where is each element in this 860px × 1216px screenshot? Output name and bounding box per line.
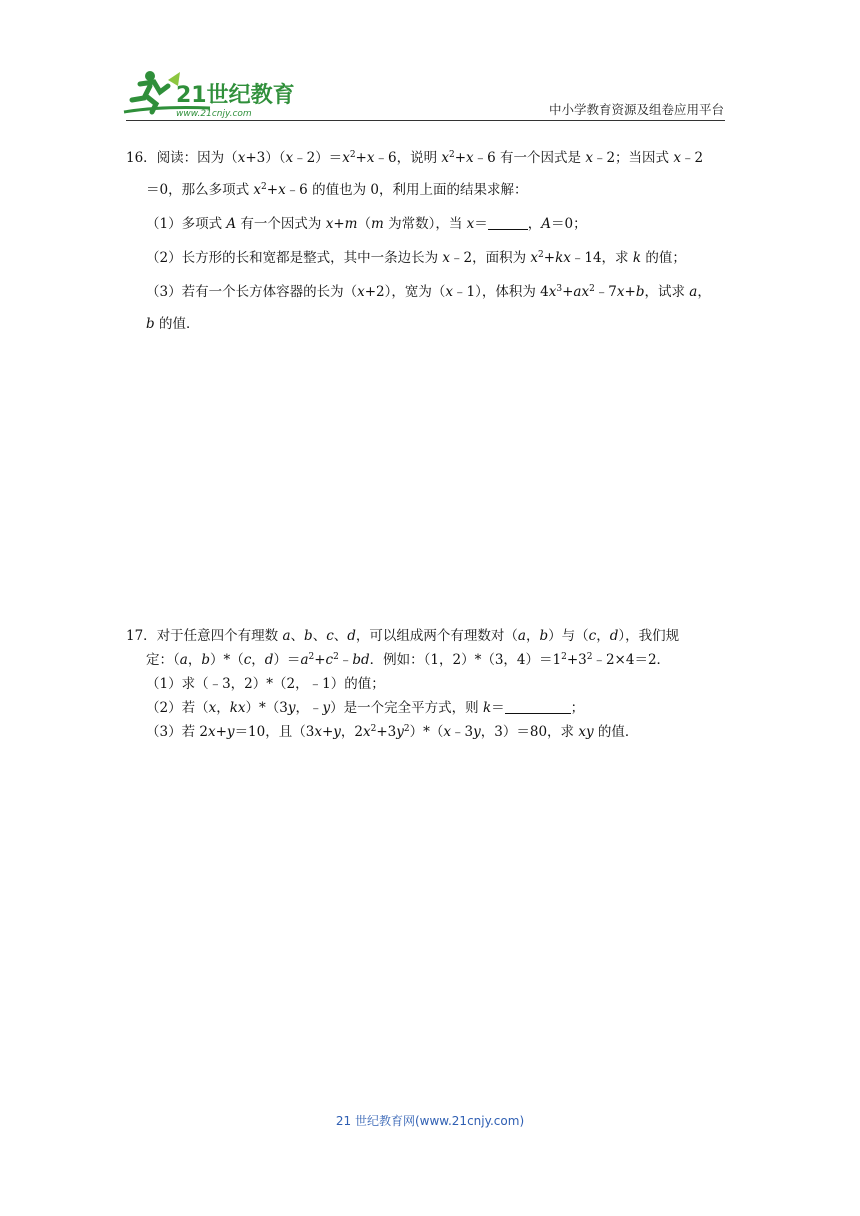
- logo-text: 21世纪教育: [176, 83, 295, 108]
- answer-blank[interactable]: [488, 216, 528, 230]
- q16-line-2: ＝0，那么多项式 $x^2+x﹣6$ 的值也为 0，利用上面的结果求解：: [146, 182, 528, 198]
- page-footer[interactable]: 21 世纪教育网(www.21cnjy.com): [335, 1114, 525, 1128]
- q16-part-1: （1）多项式 A 有一个因式为 x+m（m 为常数），当 x＝ ，A＝0；: [146, 216, 587, 232]
- q16-part-2: （2）长方形的长和宽都是整式，其中一条边长为 x﹣2，面积为 $x^2+kx﹣14$，求 k 的值；: [146, 250, 686, 266]
- header-divider: [126, 120, 725, 121]
- site-logo: [120, 66, 295, 120]
- q16-line-1: 16．阅读：因为$(x+3)(x﹣2)=x^2+x﹣6$，说明 $x^2+x﹣6$ 有一个因式是 x﹣2；当因式 x﹣2: [126, 146, 746, 178]
- question-16: [126, 146, 746, 342]
- question-number: 16．: [126, 150, 157, 166]
- q17-part-3: （3）若 2x+y＝10，且（3x+y，$2x^2+3y^2)*(x﹣3y$，3）＝80，求 xy 的值．: [146, 724, 639, 740]
- answer-blank[interactable]: [505, 700, 571, 714]
- q17-line-2: 定：（a，b）*（c，$d)=a^2+c^2﹣bd$．例如：（1，2）*（3，$4)=1^2+3^2﹣2\times 4=2$．: [146, 652, 671, 668]
- q17-line-1: 17．对于任意四个有理数 a、b、c、d，可以组成两个有理数对（a，b）与（c，d），我们规: [126, 624, 746, 648]
- q17-part-2: （2）若（x，kx）*（3y，﹣y）是一个完全平方式，则 k＝ ；: [146, 700, 585, 716]
- platform-name: 中小学教育资源及组卷应用平台: [548, 102, 724, 117]
- runner-logo-icon: [120, 66, 295, 120]
- q16-part-3: （3）若有一个长方体容器的长为（x+2），宽为（x﹣1），体积为 $4x^3+ax^2﹣7x+b$，试求 a，: [146, 284, 711, 300]
- question-number: 17．: [126, 628, 157, 644]
- q17-part-1: （1）求（﹣3，2）*（2，﹣1）的值；: [146, 676, 385, 692]
- question-17: [126, 624, 746, 744]
- page-header: [120, 66, 730, 122]
- logo-url: www.21cnjy.com: [176, 109, 252, 119]
- q16-part-3-cont: b 的值．: [146, 316, 200, 332]
